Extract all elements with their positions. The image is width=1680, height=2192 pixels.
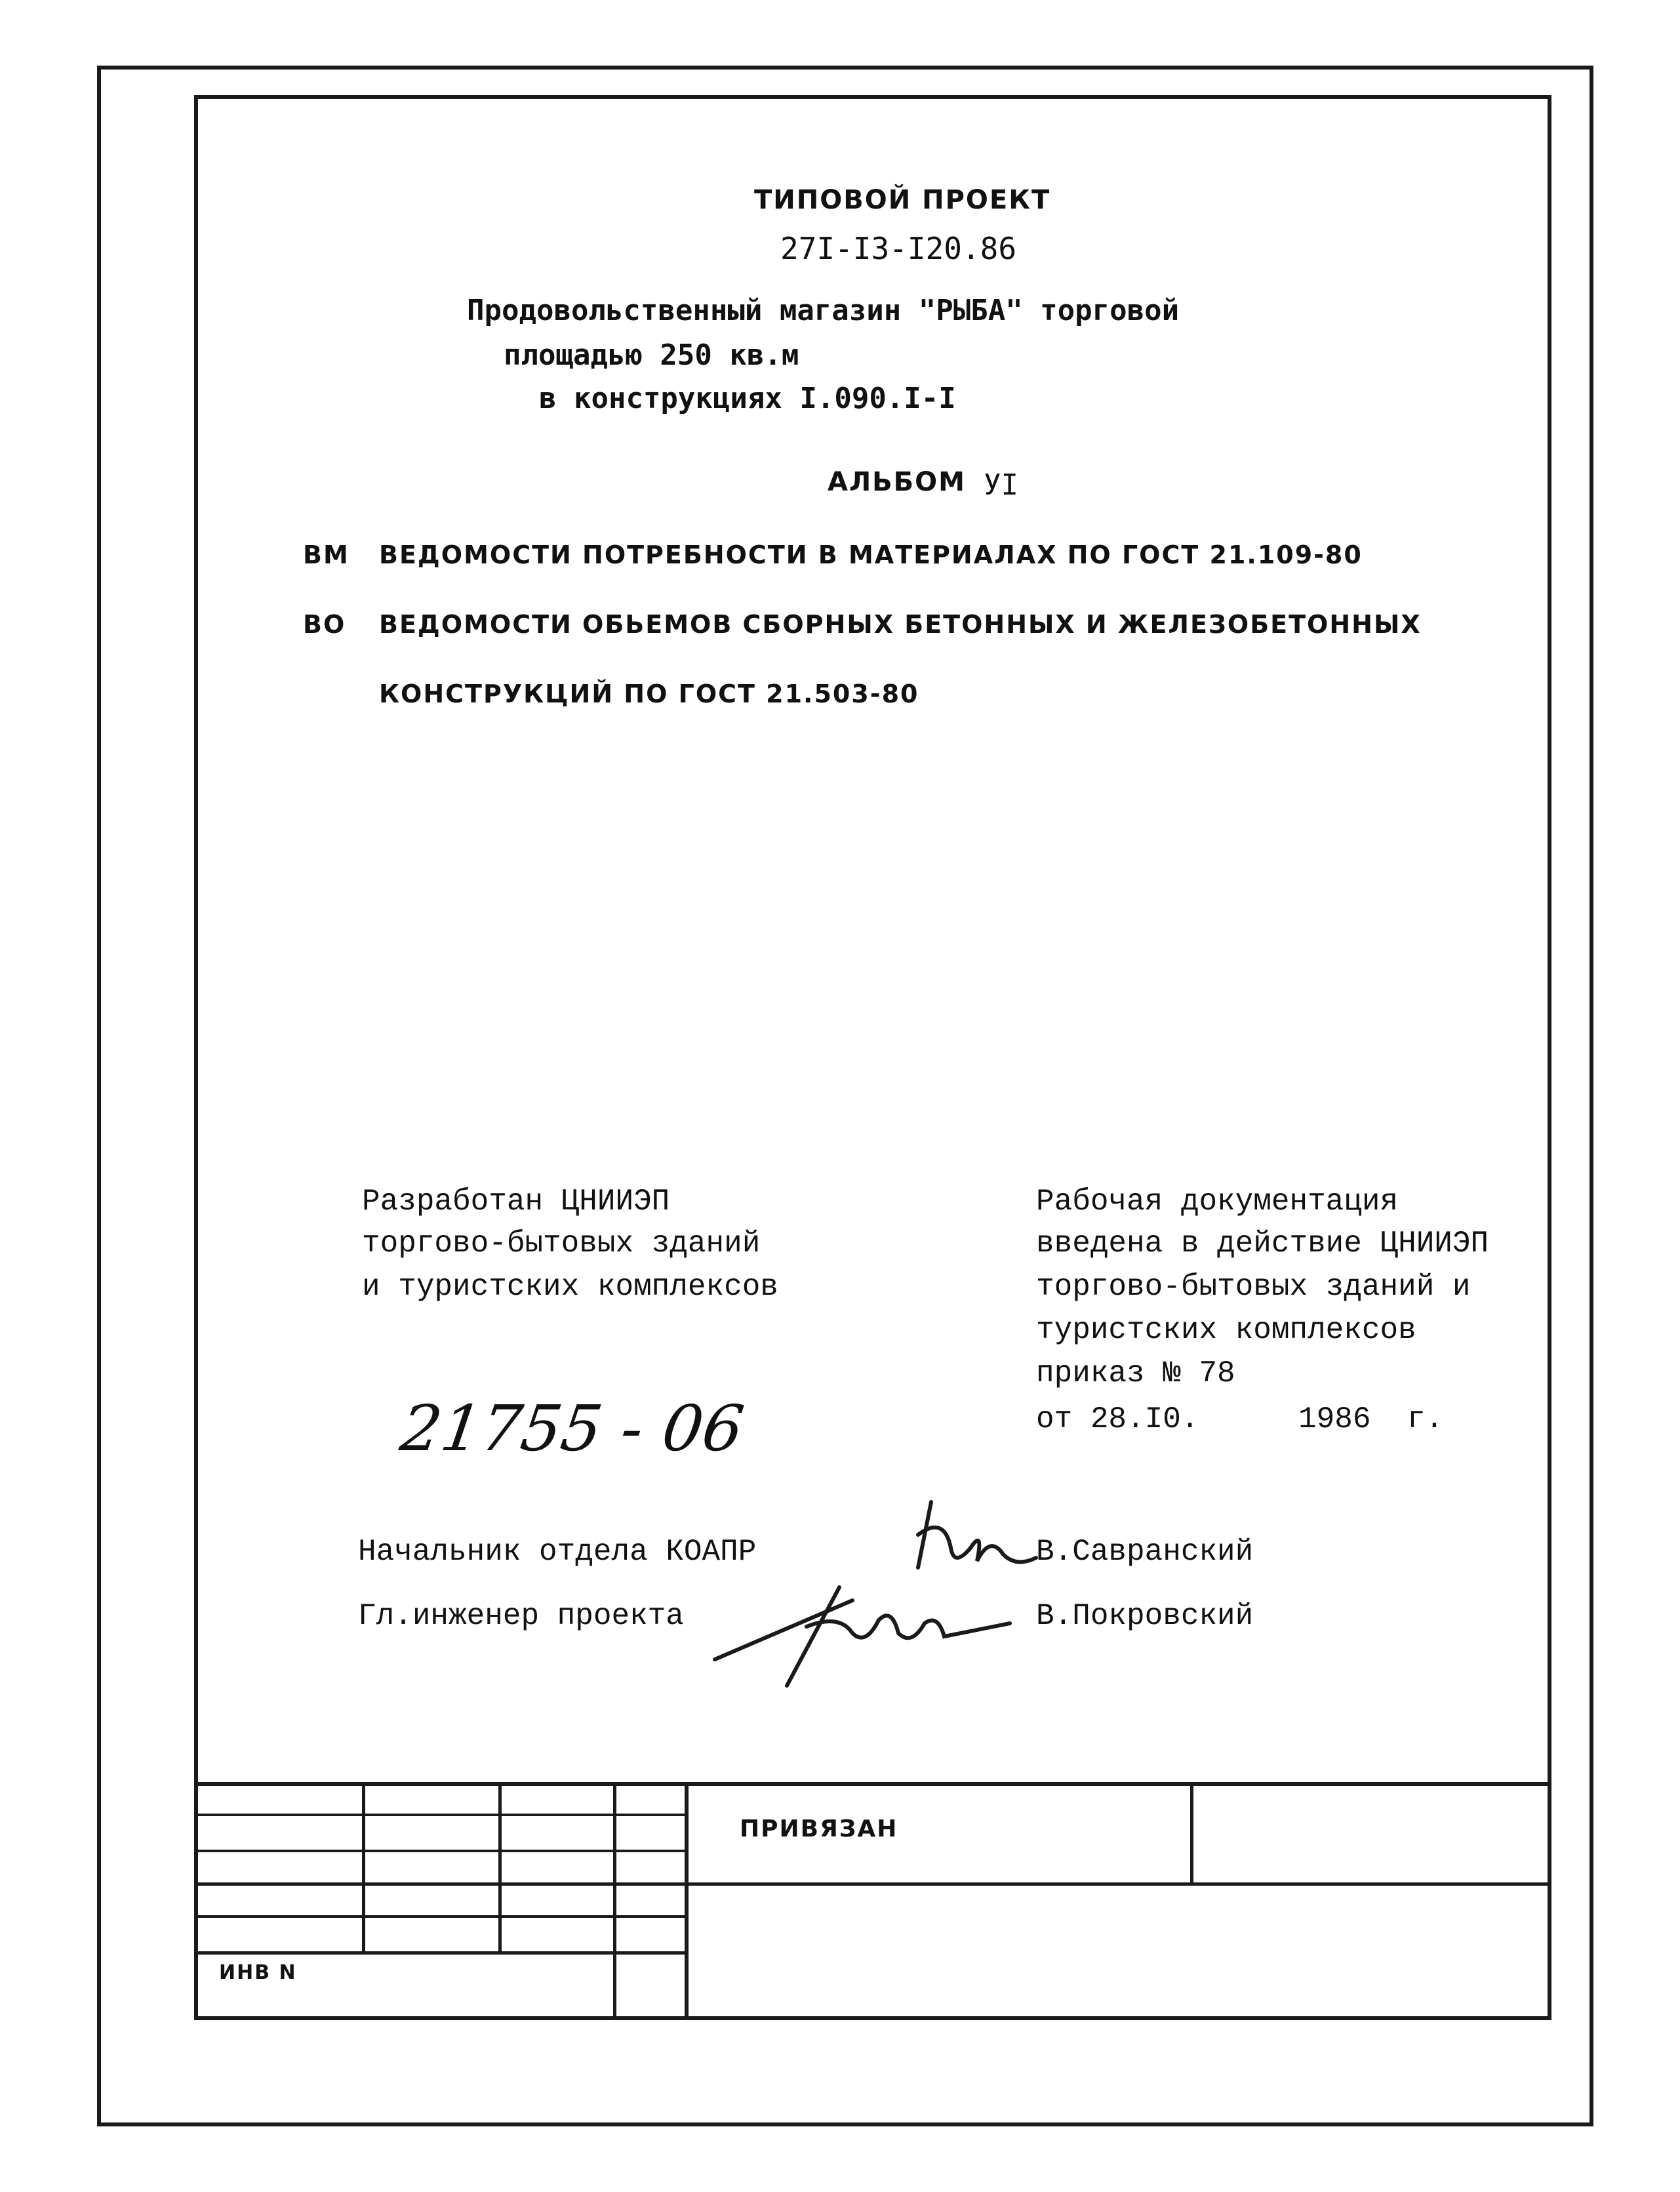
approval-line: введена в действие ЦНИИЭП — [1036, 1227, 1489, 1261]
developer-line: торгово-бытовых зданий — [362, 1227, 761, 1261]
signature-name: В.Покровский — [1036, 1599, 1254, 1633]
signature-role: Начальник отдела КОАПР — [358, 1535, 757, 1569]
approval-line: торгово-бытовых зданий и — [1036, 1270, 1471, 1304]
album-item-code: ВО — [303, 610, 346, 639]
approval-year-suffix: г. — [1407, 1402, 1444, 1436]
signature-savransky-icon — [905, 1495, 1049, 1587]
album-item-code: ВМ — [303, 540, 350, 569]
signature-role: Гл.инженер проекта — [358, 1599, 684, 1633]
approval-year: 1986 — [1298, 1402, 1371, 1436]
project-name-line1: Продовольственный магазин "РЫБА" торговой — [467, 294, 1180, 327]
signature-name: В.Савранский — [1036, 1535, 1254, 1569]
stamp-inventory-label: ИНВ N — [219, 1961, 297, 1984]
project-name-line2: площадью 250 кв.м — [504, 338, 799, 372]
project-name-line3: в конструкциях I.090.I-I — [539, 382, 956, 415]
approval-line: туристских комплексов — [1036, 1313, 1416, 1347]
project-number: 27I-I3-I20.86 — [780, 231, 1017, 266]
developer-line: и туристских комплексов — [362, 1270, 778, 1304]
approval-line: Рабочая документация — [1036, 1185, 1399, 1219]
signature-pokrovsky-icon — [708, 1574, 1016, 1692]
approval-line: приказ № 78 — [1036, 1356, 1235, 1390]
approval-date: от 28.I0. — [1036, 1402, 1199, 1436]
stamp-bound-label: ПРИВЯЗАН — [740, 1816, 898, 1842]
album-item-text-continuation: КОНСТРУКЦИЙ ПО ГОСТ 21.503-80 — [379, 680, 919, 708]
developer-line: Разработан ЦНИИЭП — [362, 1185, 670, 1219]
album-item-text: ВЕДОМОСТИ ОБЬЕМОВ СБОРНЫХ БЕТОННЫХ И ЖЕЛЕЗОБЕТОННЫХ — [379, 610, 1422, 639]
album-item-text: ВЕДОМОСТИ ПОТРЕБНОСТИ В МАТЕРИАЛАХ ПО ГОСТ 21.109-80 — [379, 540, 1363, 569]
handwritten-archive-number: 21755 - 06 — [396, 1392, 748, 1465]
document-type-title: ТИПОВОЙ ПРОЕКТ — [754, 185, 1051, 215]
album-number: УI — [984, 468, 1018, 502]
album-label: АЛЬБОМ — [828, 467, 966, 497]
